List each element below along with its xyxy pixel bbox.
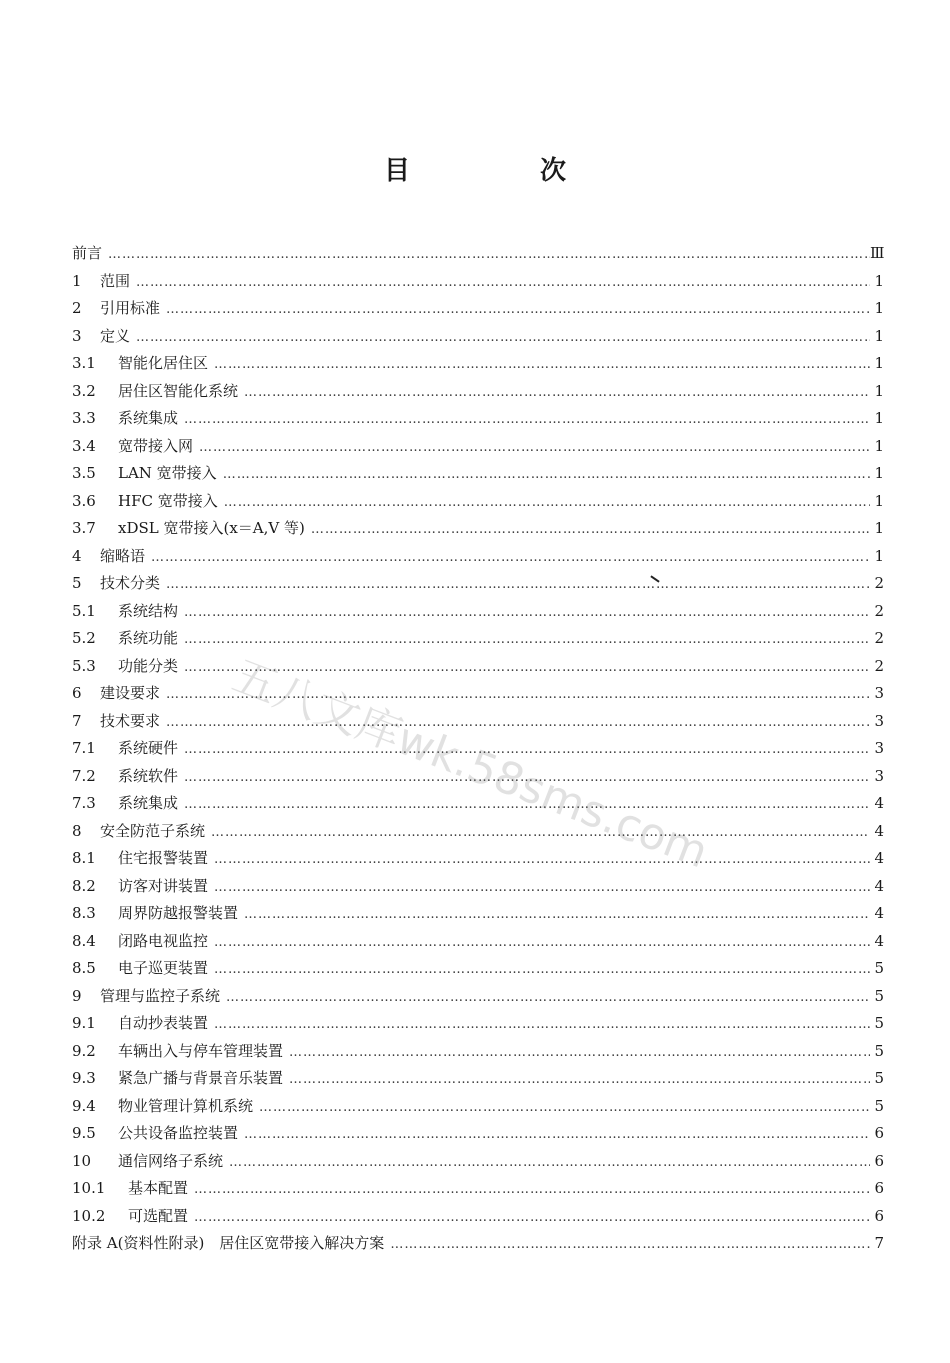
- toc-entry[interactable]: [72, 708, 884, 736]
- toc-entry-number: 3.1: [72, 354, 96, 372]
- toc-entry-number: 9: [72, 986, 82, 1005]
- toc-entry[interactable]: [72, 1093, 884, 1121]
- toc-entry[interactable]: [72, 570, 884, 598]
- dot-leader: [289, 1039, 870, 1067]
- toc-entry-number: 3.6: [72, 491, 96, 510]
- toc-entry-page: 3: [874, 684, 884, 702]
- toc-entry-page: 5: [874, 986, 884, 1005]
- watermark: 五八文库wk.58sms.com: [225, 650, 715, 879]
- toc-entry-label: 基本配置: [128, 1179, 189, 1197]
- toc-entry-page: 5: [874, 1014, 884, 1032]
- dot-leader: [166, 571, 870, 599]
- toc-entry[interactable]: [72, 433, 884, 461]
- toc-entry-page: 7: [874, 1234, 884, 1252]
- toc-entry-label: 访客对讲装置: [118, 876, 209, 895]
- dot-leader: [194, 1176, 870, 1204]
- toc-entry-page: 3: [874, 766, 884, 785]
- toc-entry-page: 4: [874, 904, 884, 922]
- toc-entry-page: 5: [874, 959, 884, 977]
- toc-entry-number: 9.4: [72, 1096, 96, 1115]
- dot-leader: [211, 819, 870, 847]
- toc-entry-number: 7: [72, 711, 82, 730]
- toc-entry-label: 闭路电视监控: [118, 931, 209, 950]
- toc-entry-label: 居住区智能化系统: [118, 381, 239, 400]
- toc-entry-number: 5.3: [72, 656, 96, 675]
- toc-entry[interactable]: [72, 1038, 884, 1066]
- toc-entry[interactable]: [72, 653, 884, 681]
- toc-entry-number: 7.2: [72, 766, 96, 785]
- toc-entry-number: 3.5: [72, 464, 96, 482]
- dot-leader: [244, 901, 870, 929]
- toc-entry-page: 6: [874, 1151, 884, 1170]
- toc-entry-number: 7.1: [72, 739, 96, 757]
- toc-entry[interactable]: [72, 735, 884, 763]
- toc-entry-number: 3: [72, 326, 82, 345]
- dot-leader: [289, 1066, 870, 1094]
- toc-entry-number: 9.1: [72, 1014, 96, 1032]
- toc-entry-number: 8.3: [72, 904, 96, 922]
- dot-leader: [184, 654, 870, 682]
- toc-entry[interactable]: [72, 598, 884, 626]
- toc-entry-number: 5.1: [72, 601, 96, 620]
- dot-leader: [108, 241, 870, 269]
- page-title: 目 次: [383, 156, 618, 186]
- toc-entry-label: 系统硬件: [118, 739, 179, 757]
- toc-entry-label: 建设要求: [100, 684, 161, 702]
- toc-entry-number: 3.4: [72, 436, 96, 455]
- toc-entry-page: 1: [874, 464, 884, 482]
- dot-leader: [166, 296, 870, 324]
- toc-entry-label: 管理与监控子系统: [100, 986, 221, 1005]
- toc-entry-label: 安全防范子系统: [100, 821, 206, 840]
- toc-entry-label: 技术分类: [100, 574, 161, 592]
- dot-leader: [184, 626, 870, 654]
- toc-entry[interactable]: [72, 955, 884, 983]
- toc-entry[interactable]: [72, 680, 884, 708]
- toc-entry-label: 通信网络子系统: [118, 1151, 224, 1170]
- toc-entry-label: 系统结构: [118, 601, 179, 620]
- toc-entry-page: 6: [874, 1206, 884, 1225]
- dot-leader: [184, 736, 870, 764]
- toc-entry-number: 8.2: [72, 876, 96, 895]
- toc-entry-number: 10.1: [72, 1179, 106, 1197]
- toc-entry-label: 自动抄表装置: [118, 1014, 209, 1032]
- toc-entry-label: 可选配置: [128, 1206, 189, 1225]
- dot-leader: [184, 599, 870, 627]
- toc-entry-number: 8.1: [72, 849, 96, 867]
- toc-entry[interactable]: [72, 515, 884, 543]
- toc-entry-page: 2: [874, 629, 884, 647]
- toc-entry-page: 4: [874, 931, 884, 950]
- toc-entry[interactable]: [72, 378, 884, 406]
- dot-leader: [214, 874, 870, 902]
- toc-entry-label: 技术要求: [100, 711, 161, 730]
- toc-entry-label: LAN 宽带接入: [118, 464, 217, 482]
- toc-entry-page: 1: [874, 519, 884, 537]
- toc-entry[interactable]: [72, 240, 884, 268]
- toc-entry-label: xDSL 宽带接入(x＝A,V 等): [118, 519, 305, 537]
- toc-entry-page: 1: [874, 326, 884, 345]
- dot-leader: [223, 461, 870, 489]
- dot-leader: [229, 1149, 870, 1177]
- toc-entry-page: 1: [874, 491, 884, 510]
- toc-entry-page: 2: [874, 574, 884, 592]
- toc-entry-page: 5: [874, 1096, 884, 1115]
- toc-entry[interactable]: [72, 763, 884, 791]
- toc-entry-number: 8.4: [72, 931, 96, 950]
- dot-leader: [244, 1121, 870, 1149]
- toc-entry-page: 3: [874, 739, 884, 757]
- toc-entry-page: 1: [874, 354, 884, 372]
- toc-entry[interactable]: [72, 1230, 884, 1258]
- dot-leader: [136, 269, 870, 297]
- dot-leader: [184, 764, 870, 792]
- toc-entry-number: 3.7: [72, 519, 96, 537]
- toc-entry-label: 定义: [100, 326, 131, 345]
- toc-entry[interactable]: [72, 873, 884, 901]
- toc-entry-label: 系统软件: [118, 766, 179, 785]
- toc-entry[interactable]: [72, 350, 884, 378]
- toc-entry[interactable]: [72, 1175, 884, 1203]
- toc-entry-number: 4: [72, 546, 82, 565]
- dot-leader: [166, 681, 870, 709]
- dot-leader: [224, 489, 870, 517]
- toc-entry[interactable]: [72, 983, 884, 1011]
- dot-leader: [311, 516, 870, 544]
- toc-entry[interactable]: [72, 900, 884, 928]
- toc-entry-number: 9.5: [72, 1124, 96, 1142]
- toc-entry-label: 住宅报警装置: [118, 849, 209, 867]
- toc-entry-number: 3.3: [72, 409, 96, 427]
- toc-entry[interactable]: [72, 543, 884, 571]
- dot-leader: [214, 351, 870, 379]
- toc-entry-page: 6: [874, 1124, 884, 1142]
- toc-entry-label: 周界防越报警装置: [118, 904, 239, 922]
- toc-entry-page: 2: [874, 601, 884, 620]
- toc-entry-label: 公共设备监控装置: [118, 1124, 239, 1142]
- dot-leader: [136, 324, 870, 352]
- toc-entry-number: 10.2: [72, 1206, 106, 1225]
- toc-entry[interactable]: [72, 818, 884, 846]
- toc-entry-number: 3.2: [72, 381, 96, 400]
- toc-entry-label: 宽带接入网: [118, 436, 194, 455]
- toc-entry-page: 2: [874, 656, 884, 675]
- toc-entry[interactable]: [72, 295, 884, 323]
- toc-entry-page: 1: [874, 381, 884, 400]
- toc-entry-number: 7.3: [72, 794, 96, 812]
- toc-entry[interactable]: [72, 323, 884, 351]
- toc-entry-page: 1: [874, 299, 884, 317]
- toc-entry-label: 电子巡更装置: [118, 959, 209, 977]
- toc-entry-label: 附录 A(资料性附录) 居住区宽带接入解决方案: [72, 1234, 385, 1252]
- toc-entry-label: 范围: [100, 271, 131, 290]
- toc-entry[interactable]: [72, 488, 884, 516]
- toc-entry-page: 6: [874, 1179, 884, 1197]
- toc-entry[interactable]: [72, 790, 884, 818]
- toc-entry-number: 9.2: [72, 1041, 96, 1060]
- toc-entry-page: 1: [874, 409, 884, 427]
- toc-entry-page: 4: [874, 821, 884, 840]
- toc-entry-page: 1: [874, 436, 884, 455]
- toc-entry-number: 5.2: [72, 629, 96, 647]
- toc-entry-label: 紧急广播与背景音乐装置: [118, 1069, 284, 1087]
- dot-leader: [151, 544, 870, 572]
- toc-entry-page: Ⅲ: [870, 244, 885, 262]
- toc-entry-number: 9.3: [72, 1069, 96, 1087]
- toc-entry-page: 4: [874, 794, 884, 812]
- dot-leader: [199, 434, 870, 462]
- toc-entry-number: 10: [72, 1151, 92, 1170]
- table-of-contents: [72, 240, 884, 1258]
- dot-leader: [390, 1231, 870, 1259]
- toc-entry-number: 8.5: [72, 959, 96, 977]
- toc-entry-number: 8: [72, 821, 82, 840]
- toc-entry-page: 1: [874, 546, 884, 565]
- toc-entry[interactable]: [72, 460, 884, 488]
- toc-entry[interactable]: [72, 1203, 884, 1231]
- toc-entry[interactable]: [72, 1120, 884, 1148]
- toc-entry-page: 3: [874, 711, 884, 730]
- toc-entry-page: 4: [874, 849, 884, 867]
- toc-entry-number: 5: [72, 574, 82, 592]
- toc-entry-page: 5: [874, 1041, 884, 1060]
- toc-entry-page: 5: [874, 1069, 884, 1087]
- toc-entry[interactable]: [72, 405, 884, 433]
- toc-entry-number: 2: [72, 299, 82, 317]
- toc-entry[interactable]: [72, 268, 884, 296]
- toc-entry-label: 引用标准: [100, 299, 161, 317]
- toc-entry-label: 系统集成: [118, 409, 179, 427]
- dot-leader: [214, 1011, 870, 1039]
- dot-leader: [244, 379, 870, 407]
- toc-entry-page: 4: [874, 876, 884, 895]
- toc-entry-label: 物业管理计算机系统: [118, 1096, 254, 1115]
- dot-leader: [226, 984, 870, 1012]
- toc-entry[interactable]: [72, 928, 884, 956]
- toc-entry-label: 系统集成: [118, 794, 179, 812]
- toc-entry-label: HFC 宽带接入: [118, 491, 218, 510]
- toc-entry-number: 6: [72, 684, 82, 702]
- dot-leader: [184, 791, 870, 819]
- toc-entry[interactable]: [72, 625, 884, 653]
- toc-entry-label: 前言: [72, 244, 103, 262]
- toc-entry-page: 1: [874, 271, 884, 290]
- dot-leader: [214, 956, 870, 984]
- dot-leader: [194, 1204, 870, 1232]
- toc-entry[interactable]: [72, 1148, 884, 1176]
- toc-entry[interactable]: [72, 845, 884, 873]
- toc-entry-number: 1: [72, 271, 82, 290]
- dot-leader: [166, 709, 870, 737]
- dot-leader: [214, 929, 870, 957]
- dot-leader: [214, 846, 870, 874]
- toc-entry-label: 车辆出入与停车管理装置: [118, 1041, 284, 1060]
- toc-entry-label: 缩略语: [100, 546, 146, 565]
- dot-leader: [184, 406, 870, 434]
- toc-entry[interactable]: [72, 1065, 884, 1093]
- toc-entry-label: 功能分类: [118, 656, 179, 675]
- toc-entry[interactable]: [72, 1010, 884, 1038]
- toc-entry-label: 系统功能: [118, 629, 179, 647]
- toc-entry-label: 智能化居住区: [118, 354, 209, 372]
- dot-leader: [259, 1094, 870, 1122]
